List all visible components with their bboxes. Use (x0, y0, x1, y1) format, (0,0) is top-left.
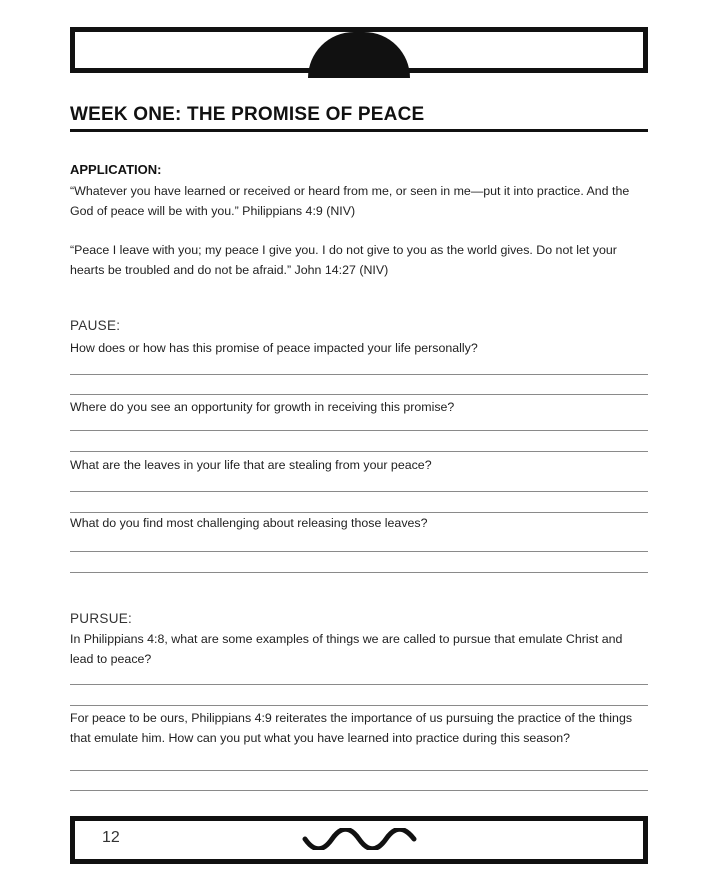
answer-line[interactable] (70, 770, 648, 771)
answer-line[interactable] (70, 451, 648, 452)
answer-line[interactable] (70, 551, 648, 552)
answer-line[interactable] (70, 684, 648, 685)
verse-philippians: “Whatever you have learned or received or heard from me, or seen in me—put it into practice. And the God of peace will be with you.” Philippians 4:9 (NIV) (70, 184, 630, 218)
answer-line[interactable] (70, 572, 648, 573)
answer-line[interactable] (70, 491, 648, 492)
title-underline (70, 129, 648, 132)
pause-question-3: What are the leaves in your life that are stealing from your peace? (70, 458, 432, 472)
page-title: WEEK ONE: THE PROMISE OF PEACE (70, 104, 425, 125)
pause-question-2: Where do you see an opportunity for growth in receiving this promise? (70, 400, 455, 414)
pursue-label: PURSUE: (70, 611, 133, 626)
answer-line[interactable] (70, 705, 648, 706)
page-number: 12 (102, 829, 120, 846)
pursue-question-2: For peace to be ours, Philippians 4:9 reiterates the importance of us pursuing the practice of the things that emulate him. How can you put what you have learned into practice during this season? (70, 711, 633, 745)
answer-line[interactable] (70, 374, 648, 375)
wave-icon (302, 828, 420, 850)
answer-line[interactable] (70, 790, 648, 791)
pause-question-1: How does or how has this promise of peace impacted your life personally? (70, 341, 478, 355)
pursue-question-1: In Philippians 4:8, what are some examples of things we are called to pursue that emulate Christ and lead to peace? (70, 632, 623, 666)
pause-question-4: What do you find most challenging about releasing those leaves? (70, 516, 428, 530)
application-heading: APPLICATION: (70, 162, 162, 177)
answer-line[interactable] (70, 394, 648, 395)
answer-line[interactable] (70, 430, 648, 431)
pause-label: PAUSE: (70, 318, 121, 333)
verse-john: “Peace I leave with you; my peace I give you. I do not give to you as the world gives. Do not let your hearts be troubled and do not be afraid.” John 14:27 (NIV) (70, 243, 617, 277)
